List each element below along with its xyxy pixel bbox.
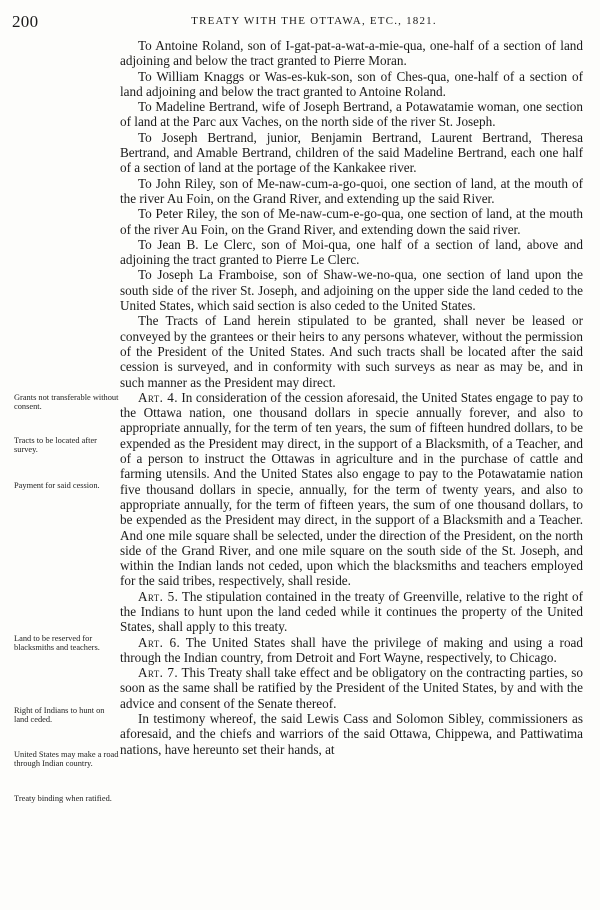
article-number: Art. 6. <box>138 634 181 650</box>
article-number: Art. 4. <box>138 389 178 405</box>
article-paragraph <box>120 589 583 635</box>
paragraph: To William Knaggs or Was-es-kuk-son, son of Ches-qua, one-half of a section of land adjoining and below the tract granted to Antoine Roland. <box>120 68 583 99</box>
margin-note: Land to be reserved for blacksmiths and teachers. <box>14 634 100 652</box>
article-text: This Treaty shall take effect and be obligatory on the contracting parties, so soon as the same shall be ratified by the President of the United States, by and with the advice and consent of the Senate thereof. <box>120 665 583 711</box>
article-paragraph <box>120 390 583 589</box>
article-text: The stipulation contained in the treaty of Greenville, relative to the right of the Indians to hunt upon the land ceded while it continues the property of the United States, shall apply to this treaty. <box>120 588 583 635</box>
article-text: The United States shall have the privilege of making and using a road through the Indian country, from Detroit and Fort Wayne, respectively, to Chicago. <box>120 634 583 665</box>
paragraph: To Madeline Bertrand, wife of Joseph Bertrand, a Potawatamie woman, one section of land at the Parc aux Vaches, on the north side of the river St. Joseph. <box>120 99 583 130</box>
treaty-text <box>120 38 583 757</box>
paragraph: To John Riley, son of Me-naw-cum-a-go-quoi, one section of land, at the mouth of the river Au Foin, on the Grand River, and extending up the said River. <box>120 175 583 206</box>
running-header <box>12 12 586 32</box>
page-number: 200 <box>12 12 39 31</box>
paragraph: To Joseph Bertrand, junior, Benjamin Bertrand, Laurent Bertrand, Theresa Bertrand, and Amable Bertrand, children of the said Madeline Bertrand, each one half of a section of land at the portage of the Kankakee river. <box>120 129 583 176</box>
article-paragraph <box>120 665 583 711</box>
margin-note: United States may make a road through Indian country. <box>14 750 119 768</box>
margin-note: Payment for said cession. <box>14 481 100 490</box>
article-paragraph <box>120 635 583 666</box>
paragraph: In testimony whereof, the said Lewis Cass and Solomon Sibley, commissioners as aforesaid, and the chiefs and warriors of the said Ottawa, Chippewa, and Pattiwatima nations, have hereunto set their hands, at <box>120 711 583 757</box>
paragraph: To Peter Riley, the son of Me-naw-cum-e-go-qua, one section of land, at the mouth of the river Au Foin, on the Grand River, and extending down the said river. <box>120 206 583 237</box>
paragraph: To Antoine Roland, son of I-gat-pat-a-wat-a-mie-qua, one-half of a section of land adjoining and below the tract granted to Pierre Moran. <box>120 38 583 69</box>
article-number: Art. 7. <box>138 665 179 681</box>
margin-note: Right of Indians to hunt on land ceded. <box>14 706 105 724</box>
paragraph: The Tracts of Land herein stipulated to be granted, shall never be leased or conveyed by the grantees or their heirs to any persons whatever, without the permission of the President of the United States. And such tracts shall be located after the said cession is surveyed, and in conformity with such surveys as near as may be, and in such manner as the President may direct. <box>120 313 583 390</box>
margin-note: Treaty binding when ratified. <box>14 794 112 803</box>
article-text: In consideration of the cession aforesaid, the United States engage to pay to the Ottawa nation, one thousand dollars in specie annually forever, and also to appropriate annually, for the term of ten years, the sum of fifteen hundred dollars, to be expended as the President may direct, in the support of a Blacksmith, of a Teacher, and of a person to instruct the Ottawas in agriculture and in the purchase of cattle and farming utensils. And the United States also engage to pay to the Potawatamie nation five thousand dollars in specie, annually, for the term of twenty years, and also to appropriate annually, for the term of fifteen years, the sum of one thousand dollars, to be expended as the President may direct, in the support of a Blacksmith and a Teacher. And one mile square shall be selected, under the direction of the President, on the north side of the Grand River, and one mile square on the south side of the St. Joseph, and within the Indian lands not ceded, upon which the blacksmiths and teachers employed for the said tribes, respectively, shall reside. <box>120 389 583 589</box>
margin-note: Grants not transferable without consent. <box>14 393 119 411</box>
paragraph: To Joseph La Framboise, son of Shaw-we-no-qua, one section of land upon the south side of the river St. Joseph, and adjoining on the upper side the land ceded to the United States, which said section is also ceded to the United States. <box>120 267 583 314</box>
margin-note: Tracts to be located after survey. <box>14 436 97 454</box>
paragraph: To Jean B. Le Clerc, son of Moi-qua, one half of a section of land, above and adjoining the tract granted to Pierre Le Clerc. <box>120 236 583 268</box>
article-number: Art. 5. <box>138 588 179 604</box>
running-title: TREATY WITH THE OTTAWA, ETC., 1821. <box>191 15 437 27</box>
